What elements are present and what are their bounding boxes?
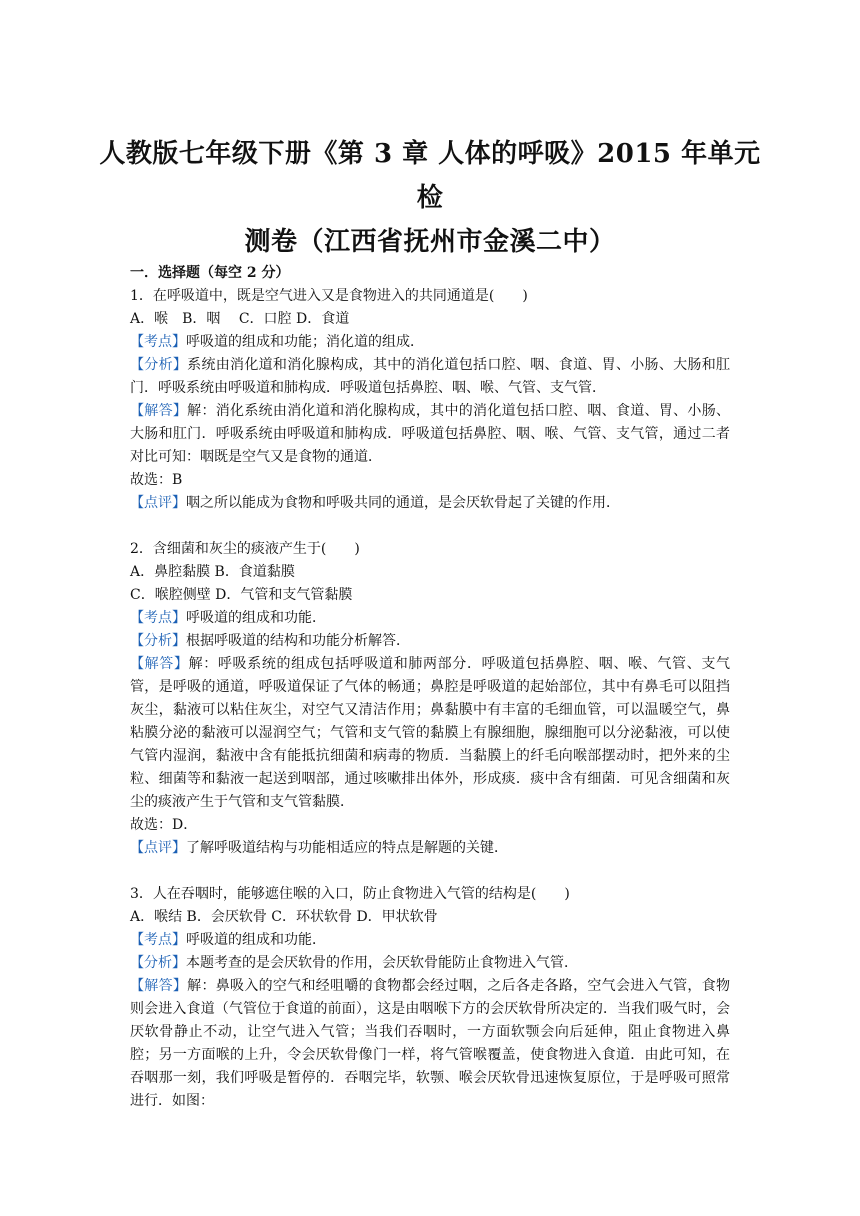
- dianping-text: 咽之所以能成为食物和呼吸共同的通道，是会厌软骨起了关键的作用．: [186, 495, 620, 511]
- section-heading: 一．选择题（每空 2 分）: [130, 265, 290, 281]
- jieda-tag: 【解答】: [130, 978, 188, 994]
- kaodian-tag: 【考点】: [130, 334, 186, 350]
- question-2: [130, 538, 730, 860]
- document-title: [90, 132, 770, 264]
- jieda-text: 解：消化系统由消化道和消化腺构成，其中的消化道包括口腔、咽、食道、胃、小肠、大肠和肛门．呼吸系统由呼吸道和肺构成．呼吸道包括鼻腔、咽、喉、气管、支气管，通过二者对比可知：咽既是空气又是食物的通道．: [130, 403, 730, 465]
- fenxi-text: 根据呼吸道的结构和功能分析解答．: [186, 633, 410, 649]
- spacer: [130, 515, 730, 538]
- question-stem: 3．人在吞咽时，能够遮住喉的入口，防止食物进入气管的结构是( ): [130, 886, 570, 902]
- kaodian-tag: 【考点】: [130, 932, 186, 948]
- dianping-line: [130, 837, 730, 860]
- question-options: A．喉结 B．会厌软骨 C．环状软骨 D．甲状软骨: [130, 909, 438, 925]
- jieda-tag: 【解答】: [130, 403, 188, 419]
- title-line-1: 人教版七年级下册《第 3 章 人体的呼吸》2015 年单元检: [99, 139, 761, 213]
- fenxi-line: [130, 952, 730, 975]
- fenxi-text: 系统由消化道和消化腺构成，其中的消化道包括口腔、咽、食道、胃、小肠、大肠和肛门．呼吸系统由呼吸道和肺构成．呼吸道包括鼻腔、咽、喉、气管、支气管．: [130, 357, 730, 396]
- jieda-text: 解：鼻吸入的空气和经咀嚼的食物都会经过咽，之后各走各路，空气会进入气管，食物则会进入食道（气管位于食道的前面），这是由咽喉下方的会厌软骨所决定的．当我们吸气时，会厌软骨静止不动，让空气进入气管；当我们吞咽时，一方面软颚会向后延伸，阻止食物进入鼻腔；另一方面喉的上升，令会厌软骨像门一样，将气管喉覆盖，使食物进入食道．由此可知，在吞咽那一刻，我们呼吸是暂停的．吞咽完毕，软颚、喉会厌软骨迅速恢复原位，于是呼吸可照常进行．如图：: [130, 978, 730, 1109]
- jieda-line: [130, 400, 730, 469]
- kaodian-line: [130, 607, 730, 630]
- spacer: [130, 860, 730, 883]
- kaodian-line: [130, 331, 730, 354]
- fenxi-tag: 【分析】: [130, 357, 188, 373]
- jieda-line: [130, 975, 730, 1113]
- kaodian-line: [130, 929, 730, 952]
- jieda-line: [130, 653, 730, 814]
- dianping-tag: 【点评】: [130, 840, 186, 856]
- dianping-tag: 【点评】: [130, 495, 186, 511]
- question-options: A．喉 B．咽 C．口腔 D．食道: [130, 311, 350, 327]
- answer-line: 故选：D．: [130, 817, 198, 833]
- fenxi-line: [130, 354, 730, 400]
- title-line-2: 测卷（江西省抚州市金溪二中）: [244, 227, 616, 257]
- kaodian-tag: 【考点】: [130, 610, 186, 626]
- fenxi-tag: 【分析】: [130, 955, 186, 971]
- jieda-tag: 【解答】: [130, 656, 189, 672]
- question-3: [130, 883, 730, 1113]
- kaodian-text: 呼吸道的组成和功能．: [186, 610, 326, 626]
- question-stem: 2．含细菌和灰尘的痰液产生于( ): [130, 541, 360, 557]
- jieda-text: 解：呼吸系统的组成包括呼吸道和肺两部分．呼吸道包括鼻腔、咽、喉、气管、支气管，是呼吸的通道，呼吸道保证了气体的畅通；鼻腔是呼吸道的起始部位，其中有鼻毛可以阻挡灰尘，黏液可以粘住灰尘，对空气又清洁作用；鼻黏膜中有丰富的毛细血管，可以温暖空气，鼻粘膜分泌的黏液可以湿润空气；气管和支气管的黏膜上有腺细胞，腺细胞可以分泌黏液，可以使气管内湿润，黏液中含有能抵抗细菌和病毒的物质．当黏膜上的纤毛向喉部摆动时，把外来的尘粒、细菌等和黏液一起送到咽部，通过咳嗽排出体外，形成痰．痰中含有细菌．可见含细菌和灰尘的痰液产生于气管和支气管黏膜．: [130, 656, 731, 810]
- question-options: A．鼻腔黏膜 B．食道黏膜: [130, 564, 295, 580]
- kaodian-text: 呼吸道的组成和功能．: [186, 932, 326, 948]
- fenxi-text: 本题考查的是会厌软骨的作用，会厌软骨能防止食物进入气管．: [186, 955, 578, 971]
- dianping-line: [130, 492, 730, 515]
- fenxi-tag: 【分析】: [130, 633, 186, 649]
- question-stem: 1．在呼吸道中，既是空气进入又是食物进入的共同通道是( ): [130, 288, 528, 304]
- fenxi-line: [130, 630, 730, 653]
- document-body: [130, 262, 730, 1113]
- kaodian-text: 呼吸道的组成和功能；消化道的组成．: [186, 334, 424, 350]
- question-options: C．喉腔侧壁 D．气管和支气管黏膜: [130, 587, 353, 603]
- dianping-text: 了解呼吸道结构与功能相适应的特点是解题的关键．: [186, 840, 508, 856]
- answer-line: 故选：B: [130, 472, 183, 488]
- question-1: [130, 285, 730, 515]
